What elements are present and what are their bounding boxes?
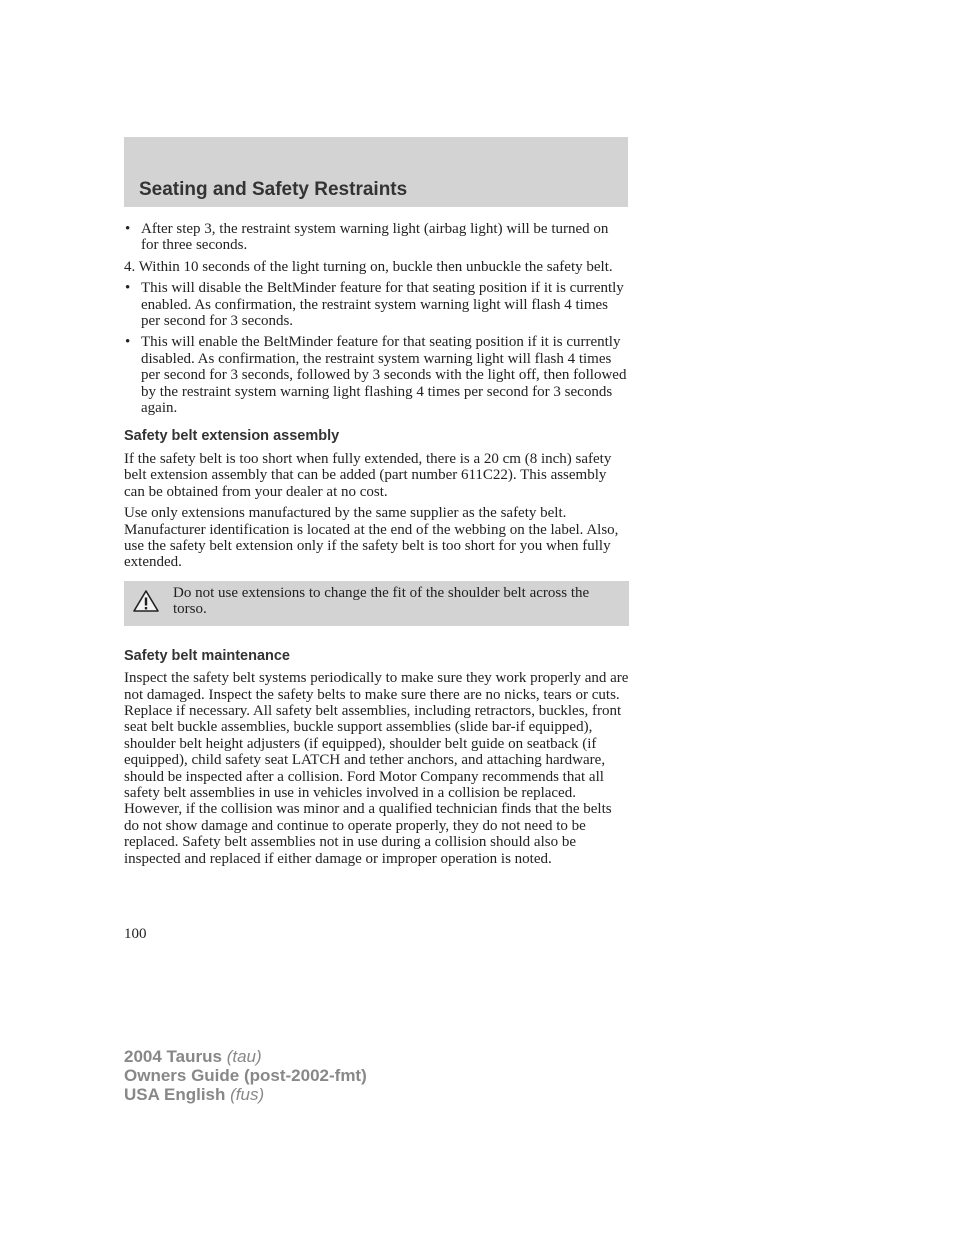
bullet-text: This will disable the BeltMinder feature for that seating position if it is currently enabled. As confirmation, the restraint system warning light will flash 4 times per second for 3 seconds. (141, 280, 624, 330)
footer-line-2 (124, 1066, 367, 1085)
footer-model: 2004 Taurus (124, 1047, 222, 1066)
warning-text: Do not use extensions to change the fit of the shoulder belt across the torso. (173, 584, 590, 618)
warning-triangle-icon (132, 589, 160, 617)
page-number: 100 (124, 926, 147, 942)
footer-model-code: (tau) (226, 1047, 262, 1066)
footer-line-1 (124, 1047, 367, 1066)
bullet-symbol: • (125, 334, 131, 351)
extension-heading: Safety belt extension assembly (124, 428, 340, 445)
maintenance-heading: Safety belt maintenance (124, 647, 290, 664)
footer-guide: Owners Guide (post-2002-fmt) (124, 1066, 367, 1085)
bullet-item (124, 280, 629, 329)
page-content (124, 221, 629, 872)
extension-paragraph: If the safety belt is too short when fully extended, there is a 20 cm (8 inch) safety belt extension assembly that can be added (part number 611C22). This assembly can be obtained from your dealer at no cost. (124, 450, 612, 500)
bullet-item (124, 334, 629, 416)
step-4-text: 4. Within 10 seconds of the light turning on, buckle then unbuckle the safety belt. (124, 258, 613, 275)
footer-language: USA English (124, 1085, 226, 1104)
section-header-band (124, 137, 628, 207)
bullet-symbol: • (125, 221, 131, 237)
section-title: Seating and Safety Restraints (139, 179, 408, 200)
maintenance-paragraph: Inspect the safety belt systems periodically to make sure they work properly and are not damaged. Inspect the safety belts to make sure there are no nicks, tears or cuts. Replace if necessary. All safety belt assemblies, including retractors, buckles, front seat belt buckle assemblies, buckle support assemblies (slide bar-if equipped), shoulder belt height adjusters (if equipped), shoulder belt guide on seatback (if equipped), child safety seat LATCH and tether anchors, and attaching hardware, should be inspected after a collision. Ford Motor Company recommends that all safety belt assemblies in use in vehicles involved in a collision be replaced. However, if the collision was minor and a qualified technician finds that the belts do not show damage and continue to operate properly, they do not need to be replaced. Safety belt assemblies not in use during a collision should also be inspected and replaced if either damage or improper operation is noted. (124, 670, 629, 867)
extension-paragraph: Use only extensions manufactured by the same supplier as the safety belt. Manufacturer identification is located at the end of the webbing on the label. Also, use the safety belt extension only if the safety belt is too short for you when fully extended. (124, 505, 619, 571)
warning-box (124, 581, 629, 626)
bullet-text: This will enable the BeltMinder feature for that seating position if it is currently disabled. As confirmation, the restraint system warning light will flash 4 times per second for 3 seconds, followed by 3 seconds with the light off, then followed by the restraint system warning light flashing 4 times per second for 3 seconds again. (141, 334, 627, 417)
footer-language-code: (fus) (230, 1085, 265, 1104)
footer (124, 1047, 367, 1104)
bullet-item (124, 221, 629, 254)
bullet-symbol: • (125, 280, 131, 297)
footer-line-3 (124, 1085, 367, 1104)
bullet-text: After step 3, the restraint system warning light (airbag light) will be turned on for three seconds. (141, 221, 609, 254)
